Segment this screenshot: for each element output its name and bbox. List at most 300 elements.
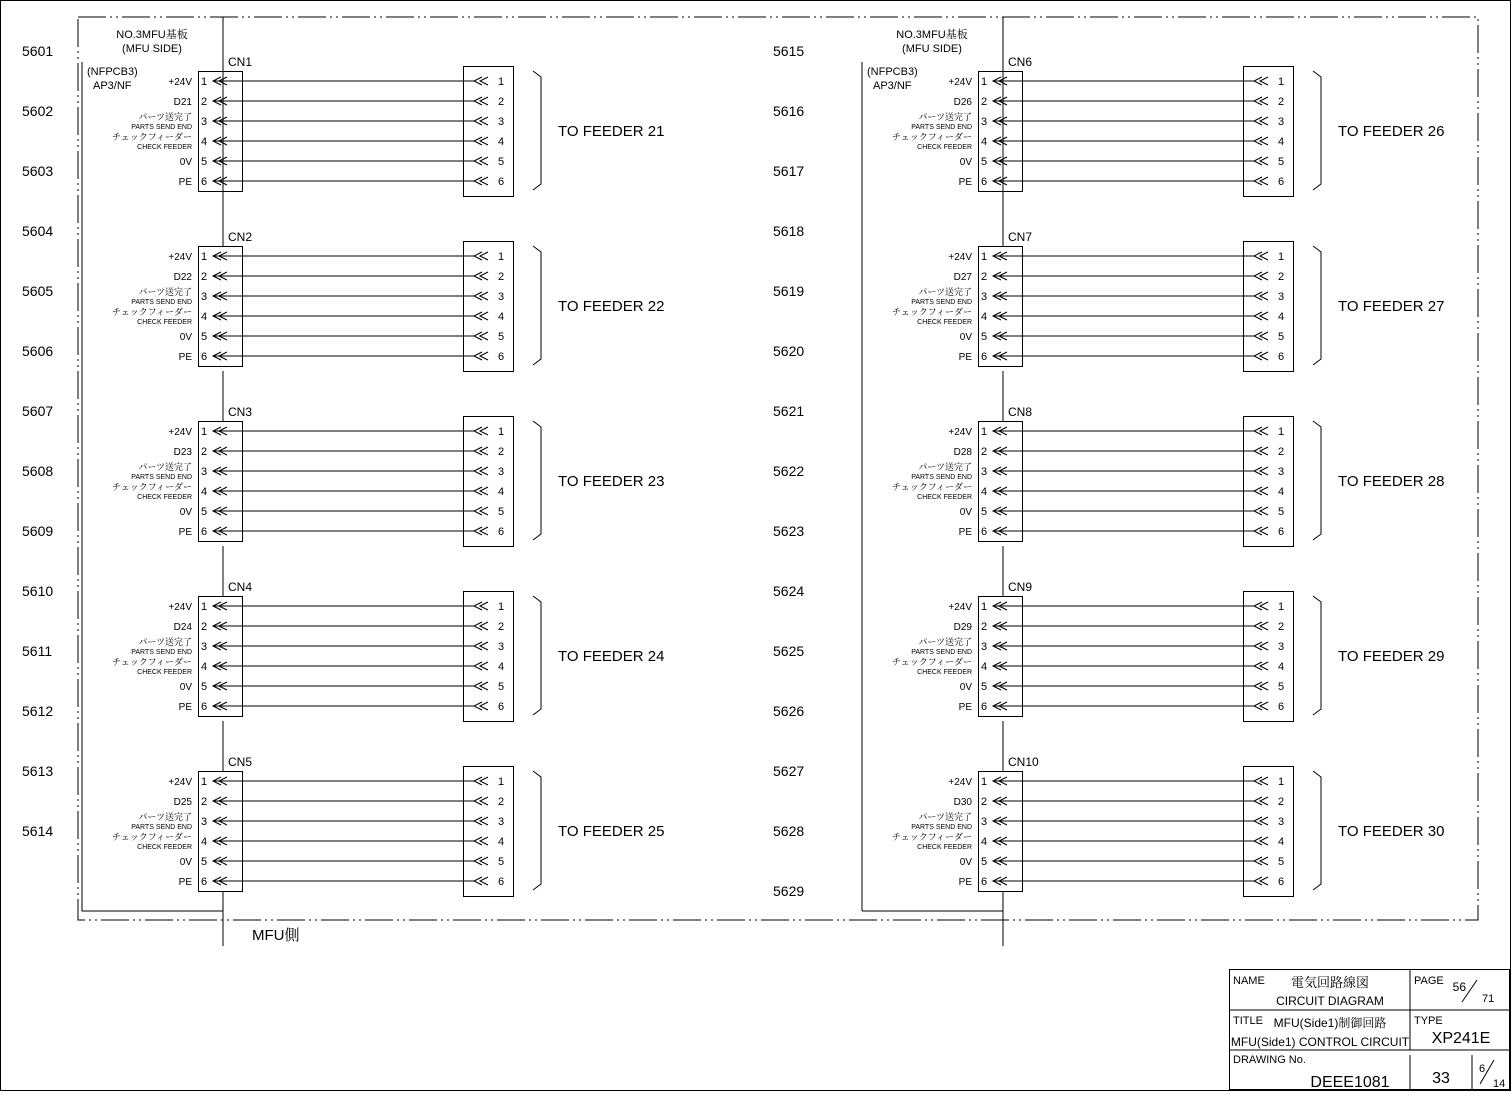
- feeder-bracket: [1313, 246, 1321, 365]
- pin-number: 1: [981, 601, 988, 613]
- arrow-mark: [480, 137, 488, 145]
- pin-number: 5: [201, 331, 208, 343]
- feeder-pin-number: 6: [1278, 701, 1285, 713]
- arrow-mark: [1260, 352, 1268, 360]
- pin-label: +24V: [948, 602, 972, 613]
- feeder-pin-number: 3: [1278, 116, 1285, 128]
- arrow-mark: [480, 117, 488, 125]
- pin-number: 4: [981, 836, 988, 848]
- connector-box: [979, 422, 1023, 542]
- pin-number: 4: [201, 486, 208, 498]
- arrow-mark: [480, 272, 488, 280]
- connector-label: CN1: [228, 55, 253, 69]
- row-number: 5609: [22, 523, 54, 539]
- feeder-pin-number: 6: [1278, 526, 1285, 538]
- feeder-pin-number: 5: [498, 331, 505, 343]
- pin-number: 3: [981, 641, 988, 653]
- connector-label: CN2: [228, 230, 253, 244]
- pin-label: パーツ送完了: [918, 812, 972, 822]
- pin-number: 2: [201, 271, 208, 283]
- row-number: 5629: [773, 883, 805, 899]
- arrow-mark: [480, 447, 488, 455]
- feeder-pin-number: 1: [1278, 426, 1285, 438]
- page-total: 71: [1482, 993, 1495, 1005]
- pin-number: 5: [981, 331, 988, 343]
- arrow-mark: [480, 467, 488, 475]
- pcb-code: (NFPCB3): [867, 66, 918, 78]
- pin-label: 0V: [959, 332, 972, 343]
- pin-number: 6: [201, 876, 208, 888]
- connector-cn7: [892, 230, 1444, 421]
- feeder-pin-number: 1: [498, 776, 505, 788]
- arrow-mark: [480, 507, 488, 515]
- arrow-mark: [480, 157, 488, 165]
- pin-number: 2: [201, 96, 208, 108]
- pin-number: 4: [201, 836, 208, 848]
- connector-box: [199, 247, 243, 367]
- feeder-pin-number: 6: [498, 351, 505, 363]
- connector-label: CN9: [1008, 580, 1033, 594]
- title-label: TITLE: [1233, 1015, 1263, 1027]
- pin-label: PARTS SEND END: [131, 124, 192, 131]
- pin-number: 3: [201, 291, 208, 303]
- pin-label: +24V: [168, 427, 192, 438]
- feeder-pin-number: 1: [1278, 76, 1285, 88]
- pin-label: チェックフィーダー: [111, 657, 192, 667]
- feeder-pin-number: 2: [1278, 446, 1285, 458]
- pin-label: CHECK FEEDER: [917, 319, 972, 326]
- title-jp: MFU(Side1)制御回路: [1273, 1016, 1387, 1030]
- feeder-pin-number: 6: [498, 701, 505, 713]
- arrow-mark: [1260, 137, 1268, 145]
- feeder-pin-number: 4: [1278, 661, 1285, 673]
- connector-box: [199, 772, 243, 892]
- feeder-label: TO FEEDER 22: [558, 298, 665, 315]
- pin-label: PARTS SEND END: [131, 299, 192, 306]
- feeder-bracket: [533, 246, 541, 365]
- feeder-bracket: [533, 421, 541, 540]
- pin-label: PE: [178, 877, 192, 888]
- feeder-bracket: [1313, 71, 1321, 190]
- title-en: MFU(Side1) CONTROL CIRCUIT: [1230, 1035, 1410, 1049]
- pin-number: 3: [201, 816, 208, 828]
- feeder-pin-number: 2: [1278, 796, 1285, 808]
- pin-number: 4: [201, 136, 208, 148]
- pin-number: 1: [981, 251, 988, 263]
- mfu-side-label: MFU側: [252, 927, 300, 944]
- row-number: 5616: [773, 103, 805, 119]
- pin-label: 0V: [959, 157, 972, 168]
- pin-number: 3: [981, 291, 988, 303]
- pin-label: CHECK FEEDER: [917, 494, 972, 501]
- pin-number: 1: [981, 776, 988, 788]
- pin-number: 4: [201, 661, 208, 673]
- arrow-mark: [480, 332, 488, 340]
- row-number: 5625: [773, 643, 805, 659]
- pin-number: 3: [981, 816, 988, 828]
- pin-label: +24V: [948, 77, 972, 88]
- pin-label: PE: [958, 877, 972, 888]
- pin-label: CHECK FEEDER: [137, 669, 192, 676]
- arrow-mark: [480, 837, 488, 845]
- feeder-label: TO FEEDER 24: [558, 648, 665, 665]
- feeder-pin-number: 2: [1278, 621, 1285, 633]
- feeder-pin-number: 3: [498, 816, 505, 828]
- arrow-mark: [480, 682, 488, 690]
- pin-number: 6: [201, 351, 208, 363]
- feeder-pin-number: 4: [1278, 311, 1285, 323]
- pin-label: PARTS SEND END: [911, 124, 972, 131]
- pin-label: CHECK FEEDER: [137, 319, 192, 326]
- arrow-mark: [1260, 117, 1268, 125]
- feeder-connector-box: [464, 242, 514, 372]
- arrow-mark: [1260, 642, 1268, 650]
- arrow-mark: [480, 312, 488, 320]
- feeder-pin-number: 5: [1278, 331, 1285, 343]
- row-number: 5626: [773, 703, 805, 719]
- row-number: 5622: [773, 463, 805, 479]
- arrow-mark: [1260, 682, 1268, 690]
- arrow-mark: [1260, 272, 1268, 280]
- feeder-pin-number: 5: [1278, 856, 1285, 868]
- arrow-mark: [1260, 292, 1268, 300]
- connector-cn10: [892, 755, 1444, 946]
- pin-label: D29: [953, 622, 972, 633]
- row-number: 5623: [773, 523, 805, 539]
- arrow-mark: [1260, 177, 1268, 185]
- type-value: XP241E: [1431, 1030, 1491, 1047]
- connector-cn6: [892, 17, 1444, 246]
- pin-label: チェックフィーダー: [891, 832, 972, 842]
- arrow-mark: [1260, 622, 1268, 630]
- feeder-pin-number: 1: [498, 76, 505, 88]
- feeder-pin-number: 2: [498, 446, 505, 458]
- feeder-pin-number: 2: [1278, 271, 1285, 283]
- arrow-mark: [1260, 857, 1268, 865]
- feeder-label: TO FEEDER 26: [1338, 123, 1445, 140]
- pin-label: チェックフィーダー: [891, 482, 972, 492]
- pin-label: チェックフィーダー: [111, 132, 192, 142]
- arrow-mark: [480, 487, 488, 495]
- row-number: 5604: [22, 223, 54, 239]
- feeder-connector-box: [1244, 592, 1294, 722]
- board-model: AP3/NF: [873, 80, 912, 92]
- arrow-mark: [480, 797, 488, 805]
- pin-label: PE: [178, 352, 192, 363]
- pin-number: 1: [201, 251, 208, 263]
- pin-label: PE: [178, 177, 192, 188]
- row-number: 5601: [22, 43, 54, 59]
- drawing-number: DEEE1081: [1310, 1074, 1390, 1091]
- pin-label: CHECK FEEDER: [137, 494, 192, 501]
- pin-number: 4: [981, 661, 988, 673]
- connector-box: [979, 597, 1023, 717]
- board-side: (MFU SIDE): [902, 43, 962, 55]
- pin-number: 3: [981, 466, 988, 478]
- pin-label: 0V: [959, 507, 972, 518]
- pin-label: チェックフィーダー: [111, 482, 192, 492]
- row-number: 5602: [22, 103, 54, 119]
- pin-number: 1: [201, 426, 208, 438]
- connector-label: CN7: [1008, 230, 1033, 244]
- pin-label: PE: [178, 702, 192, 713]
- pin-number: 6: [201, 176, 208, 188]
- page-number: 56: [1452, 980, 1466, 994]
- pin-label: D27: [953, 272, 972, 283]
- connector-label: CN5: [228, 755, 253, 769]
- pin-number: 5: [981, 506, 988, 518]
- connector-box: [199, 422, 243, 542]
- feeder-pin-number: 5: [498, 681, 505, 693]
- feeder-connector-box: [464, 767, 514, 897]
- feeder-pin-number: 1: [498, 426, 505, 438]
- name-jp: 電気回路線図: [1290, 975, 1370, 990]
- arrow-mark: [480, 292, 488, 300]
- pin-label: PE: [958, 352, 972, 363]
- pin-number: 1: [981, 426, 988, 438]
- pin-label: PARTS SEND END: [131, 649, 192, 656]
- arrow-mark: [1260, 487, 1268, 495]
- arrow-mark: [1260, 467, 1268, 475]
- pin-label: D21: [173, 97, 192, 108]
- feeder-label: TO FEEDER 21: [558, 123, 665, 140]
- pin-label: D25: [173, 797, 192, 808]
- feeder-pin-number: 4: [498, 836, 505, 848]
- pin-label: パーツ送完了: [138, 462, 192, 472]
- arrow-mark: [1260, 507, 1268, 515]
- connector-cn1: [112, 17, 664, 246]
- pin-label: 0V: [959, 682, 972, 693]
- feeder-pin-number: 6: [498, 876, 505, 888]
- pin-number: 5: [201, 156, 208, 168]
- feeder-pin-number: 5: [1278, 681, 1285, 693]
- pin-number: 5: [201, 856, 208, 868]
- feeder-bracket: [533, 71, 541, 190]
- pin-number: 1: [201, 76, 208, 88]
- sheet-number: 6: [1479, 1063, 1486, 1075]
- connector-box: [199, 72, 243, 192]
- feeder-pin-number: 5: [498, 856, 505, 868]
- connector-cn8: [892, 405, 1444, 596]
- feeder-pin-number: 3: [1278, 641, 1285, 653]
- row-number: 5610: [22, 583, 54, 599]
- pin-number: 5: [201, 506, 208, 518]
- arrow-mark: [480, 177, 488, 185]
- connector-box: [979, 772, 1023, 892]
- sheet-total: 14: [1493, 1078, 1506, 1090]
- pin-label: チェックフィーダー: [891, 307, 972, 317]
- pin-number: 1: [201, 776, 208, 788]
- arrow-mark: [480, 97, 488, 105]
- feeder-pin-number: 4: [498, 486, 505, 498]
- pin-label: D22: [173, 272, 192, 283]
- connector-cn2: [112, 230, 664, 421]
- feeder-pin-number: 3: [498, 641, 505, 653]
- arrow-mark: [480, 642, 488, 650]
- feeder-pin-number: 5: [1278, 156, 1285, 168]
- feeder-pin-number: 4: [1278, 836, 1285, 848]
- row-number: 5627: [773, 763, 805, 779]
- feeder-pin-number: 6: [498, 526, 505, 538]
- feeder-label: TO FEEDER 30: [1338, 823, 1445, 840]
- arrow-mark: [1260, 797, 1268, 805]
- feeder-pin-number: 3: [498, 291, 505, 303]
- pin-label: +24V: [168, 777, 192, 788]
- connector-cn5: [112, 755, 664, 946]
- arrow-mark: [480, 777, 488, 785]
- pin-number: 1: [201, 601, 208, 613]
- feeder-label: TO FEEDER 27: [1338, 298, 1445, 315]
- type-label: TYPE: [1414, 1015, 1443, 1027]
- row-number: 5603: [22, 163, 54, 179]
- arrow-mark: [480, 877, 488, 885]
- pin-number: 4: [981, 136, 988, 148]
- pin-label: 0V: [959, 857, 972, 868]
- feeder-connector-box: [1244, 242, 1294, 372]
- arrow-mark: [1260, 527, 1268, 535]
- row-number: 5615: [773, 43, 805, 59]
- feeder-connector-box: [1244, 67, 1294, 197]
- name-en: CIRCUIT DIAGRAM: [1276, 994, 1384, 1008]
- feeder-pin-number: 4: [1278, 486, 1285, 498]
- connector-label: CN3: [228, 405, 253, 419]
- feeder-pin-number: 3: [1278, 466, 1285, 478]
- pin-number: 2: [201, 446, 208, 458]
- pin-number: 6: [981, 176, 988, 188]
- feeder-bracket: [1313, 596, 1321, 715]
- row-number: 5619: [773, 283, 805, 299]
- pin-label: チェックフィーダー: [891, 657, 972, 667]
- pin-label: 0V: [179, 157, 192, 168]
- arrow-mark: [480, 817, 488, 825]
- pin-number: 2: [981, 621, 988, 633]
- row-number: 5613: [22, 763, 54, 779]
- page-label: PAGE: [1414, 975, 1444, 987]
- pin-label: PARTS SEND END: [911, 474, 972, 481]
- connector-label: CN10: [1008, 755, 1039, 769]
- feeder-pin-number: 2: [498, 271, 505, 283]
- feeder-bracket: [1313, 421, 1321, 540]
- arrow-mark: [480, 352, 488, 360]
- feeder-pin-number: 5: [498, 506, 505, 518]
- pcb-code: (NFPCB3): [87, 66, 138, 78]
- pin-number: 2: [201, 796, 208, 808]
- arrow-mark: [1260, 157, 1268, 165]
- arrow-mark: [1260, 817, 1268, 825]
- pin-number: 4: [981, 311, 988, 323]
- feeder-pin-number: 6: [1278, 176, 1285, 188]
- pin-number: 1: [981, 76, 988, 88]
- arrow-mark: [480, 602, 488, 610]
- row-number: 5606: [22, 343, 54, 359]
- feeder-pin-number: 3: [498, 466, 505, 478]
- pin-label: D24: [173, 622, 192, 633]
- row-number: 5624: [773, 583, 805, 599]
- pin-label: パーツ送完了: [138, 812, 192, 822]
- pin-number: 6: [981, 351, 988, 363]
- pin-label: PE: [958, 177, 972, 188]
- pin-label: +24V: [948, 777, 972, 788]
- arrow-mark: [1260, 447, 1268, 455]
- connector-box: [199, 597, 243, 717]
- pin-label: パーツ送完了: [138, 287, 192, 297]
- feeder-pin-number: 4: [498, 661, 505, 673]
- pin-number: 4: [201, 311, 208, 323]
- pin-label: +24V: [168, 602, 192, 613]
- arrow-mark: [480, 857, 488, 865]
- feeder-pin-number: 2: [498, 96, 505, 108]
- pin-label: チェックフィーダー: [111, 307, 192, 317]
- row-number: 5617: [773, 163, 805, 179]
- connector-cn4: [112, 580, 664, 771]
- arrow-mark: [480, 662, 488, 670]
- pin-label: PARTS SEND END: [911, 649, 972, 656]
- name-label: NAME: [1233, 975, 1265, 987]
- feeder-connector-box: [464, 67, 514, 197]
- connector-box: [979, 247, 1023, 367]
- pin-number: 3: [201, 466, 208, 478]
- board-headers: [87, 27, 968, 92]
- feeder-pin-number: 3: [498, 116, 505, 128]
- pin-number: 2: [201, 621, 208, 633]
- feeder-bracket: [1313, 771, 1321, 890]
- pin-label: チェックフィーダー: [891, 132, 972, 142]
- row-number: 5628: [773, 823, 805, 839]
- feeder-pin-number: 2: [1278, 96, 1285, 108]
- arrow-mark: [480, 702, 488, 710]
- arrow-mark: [480, 252, 488, 260]
- pin-label: 0V: [179, 682, 192, 693]
- pin-number: 4: [981, 486, 988, 498]
- row-number: 5605: [22, 283, 54, 299]
- title-block: [1230, 970, 1511, 1092]
- pin-label: パーツ送完了: [918, 287, 972, 297]
- pin-number: 5: [981, 156, 988, 168]
- pin-number: 3: [201, 641, 208, 653]
- pin-number: 3: [201, 116, 208, 128]
- row-number: 5621: [773, 403, 805, 419]
- pin-label: パーツ送完了: [138, 112, 192, 122]
- pin-label: D23: [173, 447, 192, 458]
- pin-label: CHECK FEEDER: [917, 844, 972, 851]
- feeder-label: TO FEEDER 23: [558, 473, 665, 490]
- arrow-mark: [1260, 662, 1268, 670]
- pin-label: パーツ送完了: [918, 462, 972, 472]
- connector-label: CN6: [1008, 55, 1033, 69]
- row-number: 5608: [22, 463, 54, 479]
- feeder-pin-number: 1: [498, 601, 505, 613]
- feeder-pin-number: 6: [1278, 876, 1285, 888]
- pin-label: CHECK FEEDER: [137, 844, 192, 851]
- feeder-pin-number: 6: [1278, 351, 1285, 363]
- pin-label: パーツ送完了: [918, 112, 972, 122]
- pin-label: PARTS SEND END: [911, 824, 972, 831]
- pin-label: D28: [953, 447, 972, 458]
- pin-label: +24V: [948, 252, 972, 263]
- arrow-mark: [1260, 777, 1268, 785]
- row-number: 5612: [22, 703, 54, 719]
- feeder-pin-number: 3: [1278, 816, 1285, 828]
- pin-label: PARTS SEND END: [131, 474, 192, 481]
- arrow-mark: [480, 77, 488, 85]
- row-number: 5618: [773, 223, 805, 239]
- pin-number: 6: [981, 526, 988, 538]
- arrow-mark: [480, 622, 488, 630]
- arrow-mark: [1260, 332, 1268, 340]
- pin-label: PARTS SEND END: [131, 824, 192, 831]
- connector-cn3: [112, 405, 664, 596]
- arrow-mark: [1260, 837, 1268, 845]
